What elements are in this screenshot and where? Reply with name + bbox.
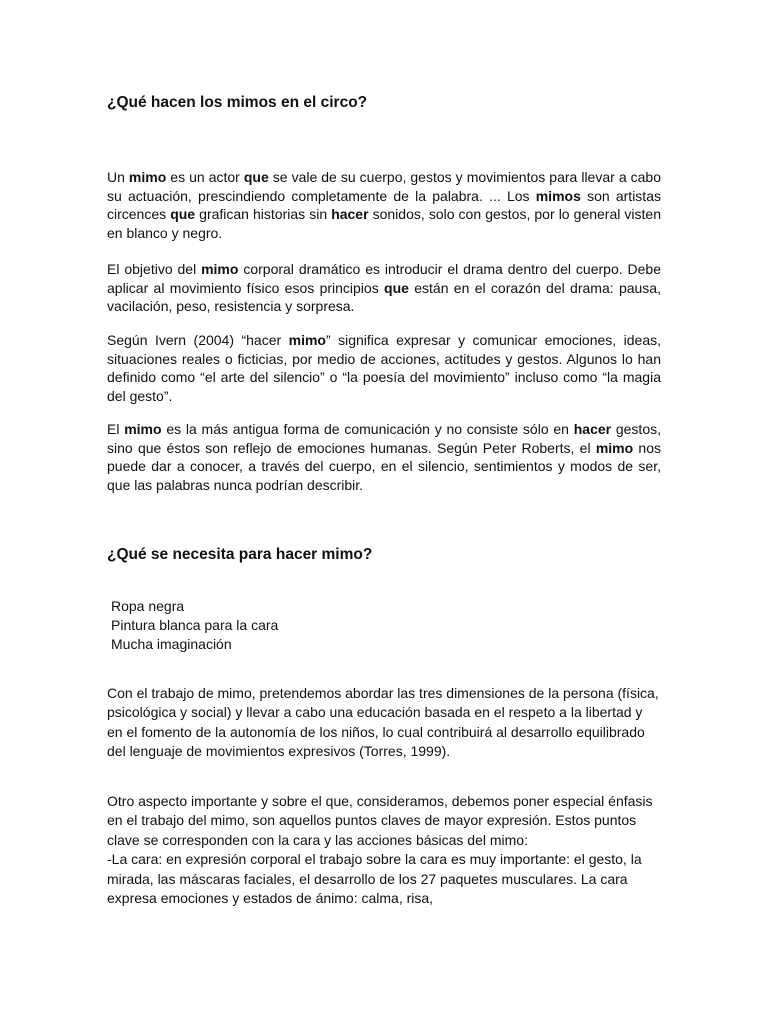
list-item: Mucha imaginación	[111, 636, 232, 652]
paragraph-ancient-communication	[107, 420, 661, 494]
text-run: corporal dramático es introducir el drama dentro del cuerpo. Debe aplicar al movimiento físico esos principios	[107, 261, 661, 296]
text-run: se vale de su cuerpo, gestos y movimientos para llevar a cabo su actuación, prescindiendo completamente de la palabra. ... Los	[107, 169, 661, 204]
bold-term: hacer	[331, 206, 369, 222]
text-run: Según Ivern (2004) “hacer	[107, 332, 289, 348]
text-run: Otro aspecto importante y sobre el que, consideramos, debemos poner especial énfasis en el trabajo del mimo, son aquellos puntos claves de mayor expresión. Estos puntos clave se corresponden con la cara y las acciones básicas del mimo:	[107, 793, 653, 848]
face-item: -La cara: en expresión corporal el trabajo sobre la cara es muy importante: el gesto, la mirada, las máscaras faciales, el desarrollo de los 27 paquetes musculares. La cara expresa emociones y estados de ánimo: calma, risa,	[107, 851, 642, 907]
text-run: son artistas circences	[107, 187, 661, 222]
paragraph-mime-definition	[107, 168, 661, 242]
paragraph-three-dimensions: Con el trabajo de mimo, pretendemos abordar las tres dimensiones de la persona (física, psicológica y social) y llevar a cabo una educación basada en el respeto a la libertad y en el fomento de la autonomía de los niños, lo cual contribuirá al desarrollo equilibrado del lenguaje de movimientos expresivos (Torres, 1999).	[107, 685, 659, 760]
bold-term: hacer	[573, 421, 612, 437]
text-run: es un actor	[166, 169, 244, 185]
bold-term: mimo	[128, 169, 167, 185]
section-heading-mimes-in-circus: ¿Qué hacen los mimos en el circo?	[107, 94, 368, 111]
paragraph-mime-objective	[107, 260, 661, 316]
list-item: Ropa negra	[111, 598, 185, 614]
bold-term: mimo	[124, 421, 162, 437]
bold-term: que	[243, 169, 269, 185]
text-run: gestos, sino que éstos son reflejo de emociones humanas. Según Peter Roberts, el	[107, 421, 661, 456]
text-run: están en el corazón del drama: pausa, vacilación, peso, resistencia y sorpresa.	[107, 279, 661, 314]
list-item: Pintura blanca para la cara	[111, 617, 279, 633]
text-run: nos puede dar a conocer, a través del cuerpo, en el silencio, sentimientos y modos de ser, que las palabras nunca podrían describir.	[107, 439, 662, 493]
text-run: Un	[107, 169, 129, 185]
text-run: ” significa expresar y comunicar emociones, ideas, situaciones reales o ficticias, por medio de acciones, actitudes y gestos. Algunos lo han definido como “el arte del silencio” o “la poesía del movimiento” incluso como “la magia del gesto”.	[107, 332, 661, 404]
text-run: sonidos, solo con gestos, por lo general visten en blanco y negro.	[107, 206, 661, 241]
text-run: es la más antigua forma de comunicación y no consiste sólo en	[161, 421, 574, 437]
bold-term: que	[170, 206, 196, 222]
paragraph-key-points	[107, 792, 661, 908]
bold-term: que	[384, 279, 409, 296]
paragraph-ivern-quote	[107, 331, 661, 405]
text-run: El	[107, 421, 125, 437]
bold-term: mimo	[201, 261, 239, 277]
needs-list	[111, 597, 278, 654]
section-heading-what-is-needed: ¿Qué se necesita para hacer mimo?	[107, 546, 373, 563]
bold-term: mimos	[535, 187, 581, 204]
bold-term: mimo	[288, 332, 326, 348]
bold-term: mimo	[595, 439, 634, 456]
text-run: grafican historias sin	[195, 206, 332, 222]
text-run: El objetivo del	[107, 261, 202, 277]
